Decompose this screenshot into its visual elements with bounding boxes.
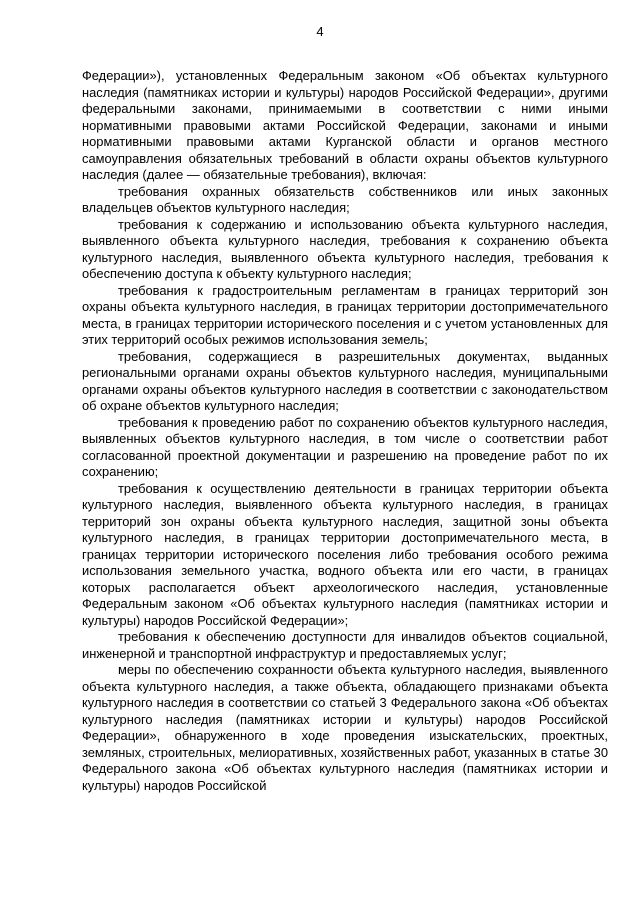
- paragraph-2: требования охранных обязательств собственников или иных законных владельцев объектов культурного наследия;: [82, 183, 608, 215]
- paragraph-8: требования к обеспечению доступности для инвалидов объектов социальной, инженерной и транспортной инфраструктур и предоставляемых услуг;: [82, 629, 608, 661]
- paragraph-5: требования, содержащиеся в разрешительных документах, выданных региональными органами охраны объектов культурного наследия, муниципальными органами охраны объектов культурного наследия в соответствии с законодательством об охране объектов культурного наследия;: [82, 348, 608, 413]
- document-body: [82, 68, 608, 794]
- page-number: 4: [316, 24, 324, 39]
- paragraph-4: требования к градостроительным регламентам в границах территорий зон охраны объекта культурного наследия, в границах территории достопримечательного места, в границах территории исторического поселения и с учетом установленных для этих территорий особых режимов использования земель;: [82, 282, 608, 347]
- paragraph-9: меры по обеспечению сохранности объекта культурного наследия, выявленного объекта культурного наследия, а также объекта, обладающего признаками объекта культурного наследия в соответствии со статьей 3 Федерального закона «Об объектах культурного наследия (памятниках истории и культуры) народов Российской Федерации», обнаруженного в ходе проведения изыскательских, проектных, земляных, строительных, мелиоративных, хозяйственных работ, указанных в статье 30 Федерального закона «Об объектах культурного наследия (памятниках истории и культуры) народов Российской: [82, 662, 608, 793]
- paragraph-7: требования к осуществлению деятельности в границах территории объекта культурного наследия, выявленного объекта культурного наследия, в границах территорий зон охраны объекта культурного наследия, защитной зоны объекта культурного наследия, в границах территории достопримечательного места, в границах территории исторического поселения либо требования особого режима использования земельного участка, водного объекта или его части, в границах которых располагается объект археологического наследия, установленные Федеральным законом «Об объектах культурного наследия (памятниках истории и культуры) народов Российской Федерации»;: [82, 480, 608, 628]
- paragraph-1: Федерации»), установленных Федеральным законом «Об объектах культурного наследия (памятниках истории и культуры) народов Российской Федерации», другими федеральными законами, принимаемыми в соответствии с ними иными нормативными правовыми актами Российской Федерации, законами и иными нормативными правовыми актами Курганской области и органов местного самоуправления обязательных требований в области охраны объектов культурного наследия (далее — обязательные требования), включая:: [82, 68, 608, 182]
- paragraph-6: требования к проведению работ по сохранению объектов культурного наследия, выявленных объектов культурного наследия, в том числе о соответствии работ согласованной проектной документации и разрешению на проведение работ по их сохранению;: [82, 414, 608, 479]
- paragraph-3: требования к содержанию и использованию объекта культурного наследия, выявленного объекта культурного наследия, требования к сохранению объекта культурного наследия, выявленного объекта культурного наследия, требования к обеспечению доступа к объекту культурного наследия;: [82, 216, 608, 281]
